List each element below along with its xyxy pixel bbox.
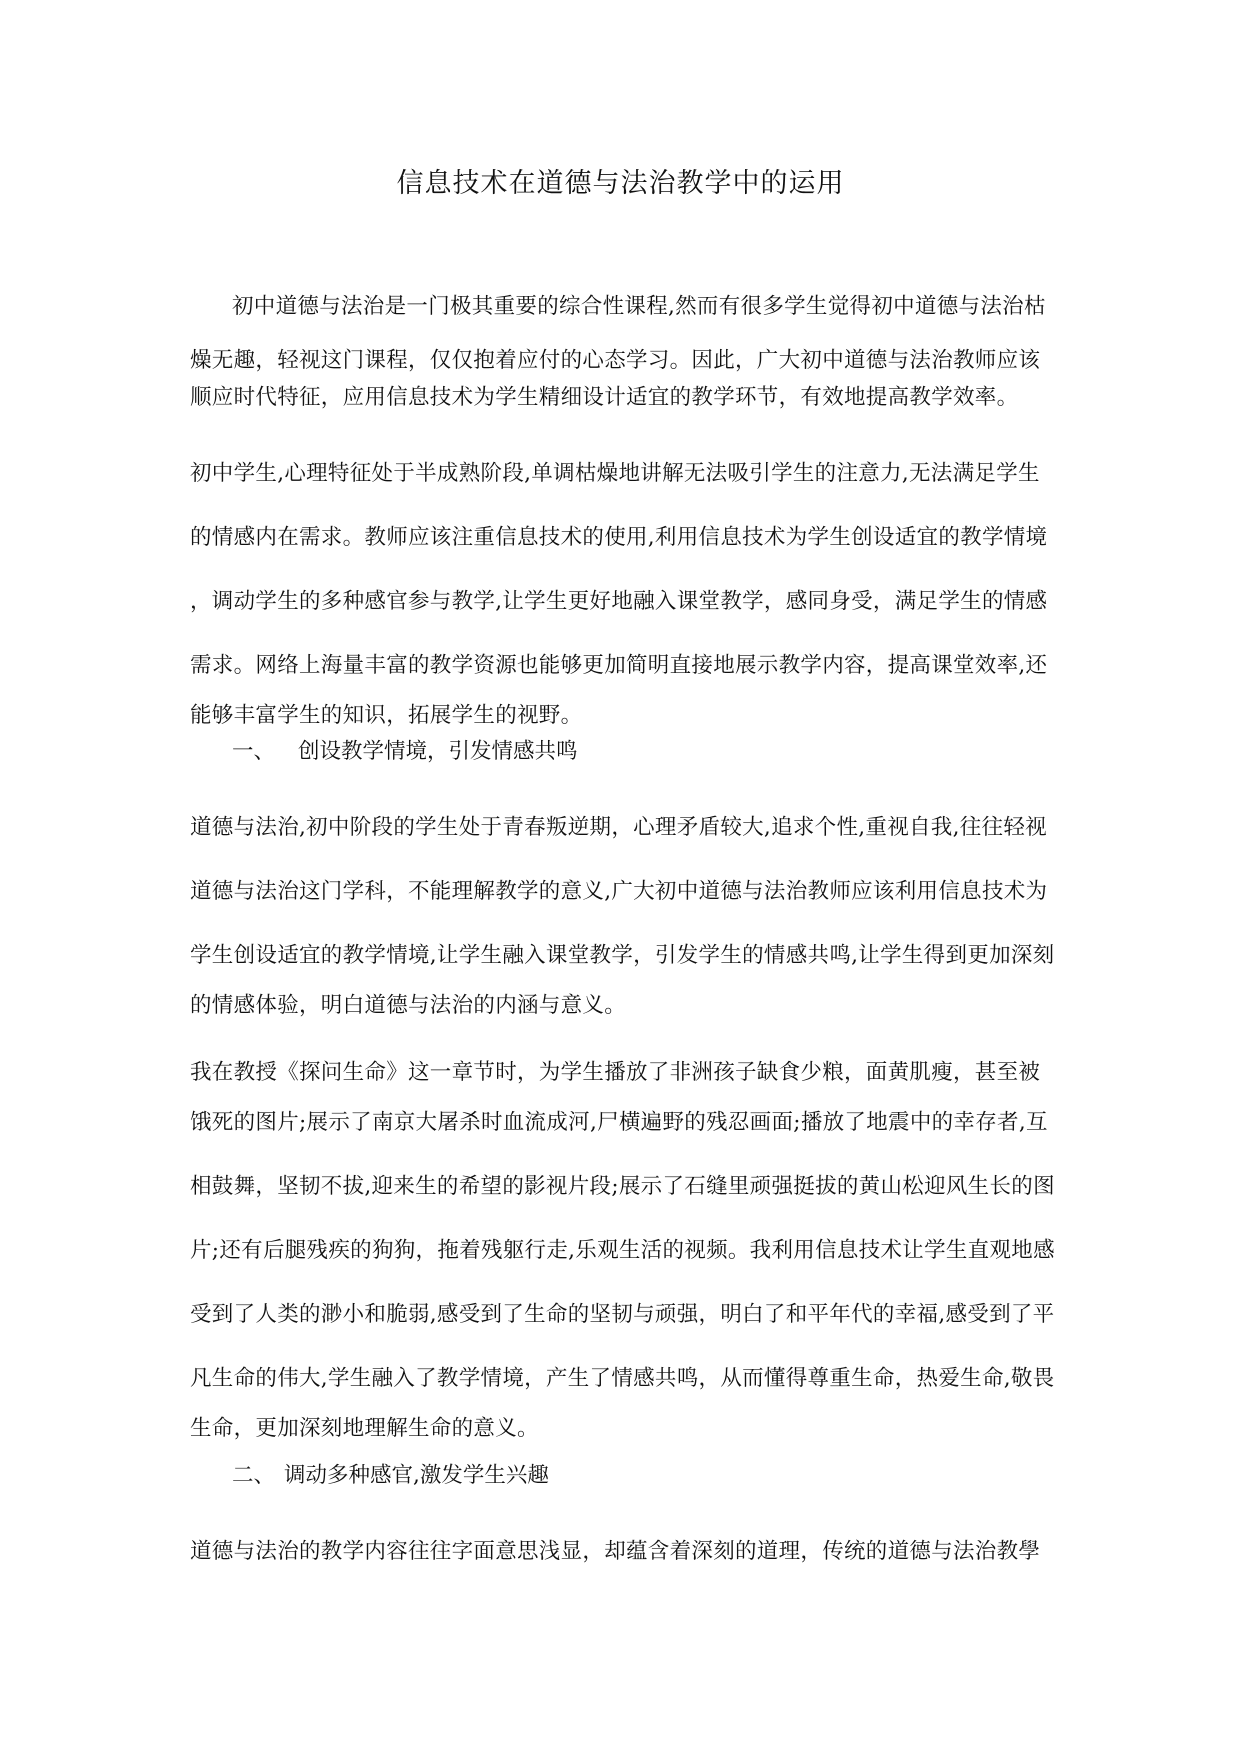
para4-line-1: 道德与法治的教学内容往往字面意思浅显，却蕴含着深刻的道理，传统的道德与法治教學 <box>190 1539 1041 1564</box>
intro-line-3: 顺应时代特征，应用信息技术为学生精细设计适宜的教学环节，有效地提高教学效率。 <box>190 385 1019 410</box>
para1-line-2: 的情感内在需求。教师应该注重信息技术的使用,利用信息技术为学生创设适宜的教学情境 <box>190 525 1048 550</box>
para3-line-5: 受到了人类的渺小和脆弱,感受到了生命的坚韧与顽强，明白了和平年代的幸福,感受到了平 <box>190 1302 1055 1327</box>
para3-line-1: 我在教授《探问生命》这一章节时，为学生播放了非洲孩子缺食少粮，面黄肌瘦，甚至被 <box>190 1060 1041 1085</box>
para3-line-2: 饿死的图片;展示了南京大屠杀时血流成河,尸横遍野的残忍画面;播放了地震中的幸存者,互 <box>190 1110 1048 1135</box>
para1-line-5: 能够丰富学生的知识，拓展学生的视野。 <box>190 703 583 728</box>
document-title: 信息技术在道德与法治教学中的运用 <box>396 168 845 199</box>
para2-line-3: 学生创设适宜的教学情境,让学生融入课堂教学，引发学生的情感共鸣,让学生得到更加深刻 <box>190 943 1055 968</box>
para3-line-3: 相鼓舞，坚韧不拔,迎来生的希望的影视片段;展示了石缝里顽强挺拔的黄山松迎风生长的图 <box>190 1174 1055 1199</box>
intro-line-2: 燥无趣，轻视这门课程，仅仅抱着应付的心态学习。因此，广大初中道德与法治教师应该 <box>190 348 1041 373</box>
intro-line-1: 初中道德与法治是一门极其重要的综合性课程,然而有很多学生觉得初中道德与法治枯 <box>232 294 1046 319</box>
section1-number: 一、 <box>232 739 276 764</box>
para3-line-6: 凡生命的伟大,学生融入了教学情境，产生了情感共鸣，从而懂得尊重生命，热爱生命,敬畏 <box>190 1366 1055 1391</box>
para1-line-4: 需求。网络上海量丰富的教学资源也能够更加简明直接地展示教学内容，提高课堂效率,还 <box>190 653 1048 678</box>
para3-line-4: 片;还有后腿残疾的狗狗，拖着残躯行走,乐观生活的视频。我利用信息技术让学生直观地感 <box>190 1238 1055 1263</box>
para2-line-1: 道德与法治,初中阶段的学生处于青春叛逆期，心理矛盾较大,追求个性,重视自我,往往轻视 <box>190 815 1047 840</box>
para2-line-2: 道德与法治这门学科，不能理解教学的意义,广大初中道德与法治教师应该利用信息技术为 <box>190 879 1048 904</box>
section2-title: 调动多种感官,激发学生兴趣 <box>284 1463 549 1488</box>
section2-number: 二、 <box>232 1463 276 1488</box>
para3-line-7: 生命，更加深刻地理解生命的意义。 <box>190 1416 539 1441</box>
para1-line-1: 初中学生,心理特征处于半成熟阶段,单调枯燥地讲解无法吸引学生的注意力,无法满足学生 <box>190 461 1040 486</box>
para1-line-3: ，调动学生的多种感官参与教学,让学生更好地融入课堂教学，感同身受，满足学生的情感 <box>190 589 1048 614</box>
section1-title: 创设教学情境，引发情感共鸣 <box>298 739 578 764</box>
para2-line-4: 的情感体验，明白道德与法治的内涵与意义。 <box>190 993 627 1018</box>
